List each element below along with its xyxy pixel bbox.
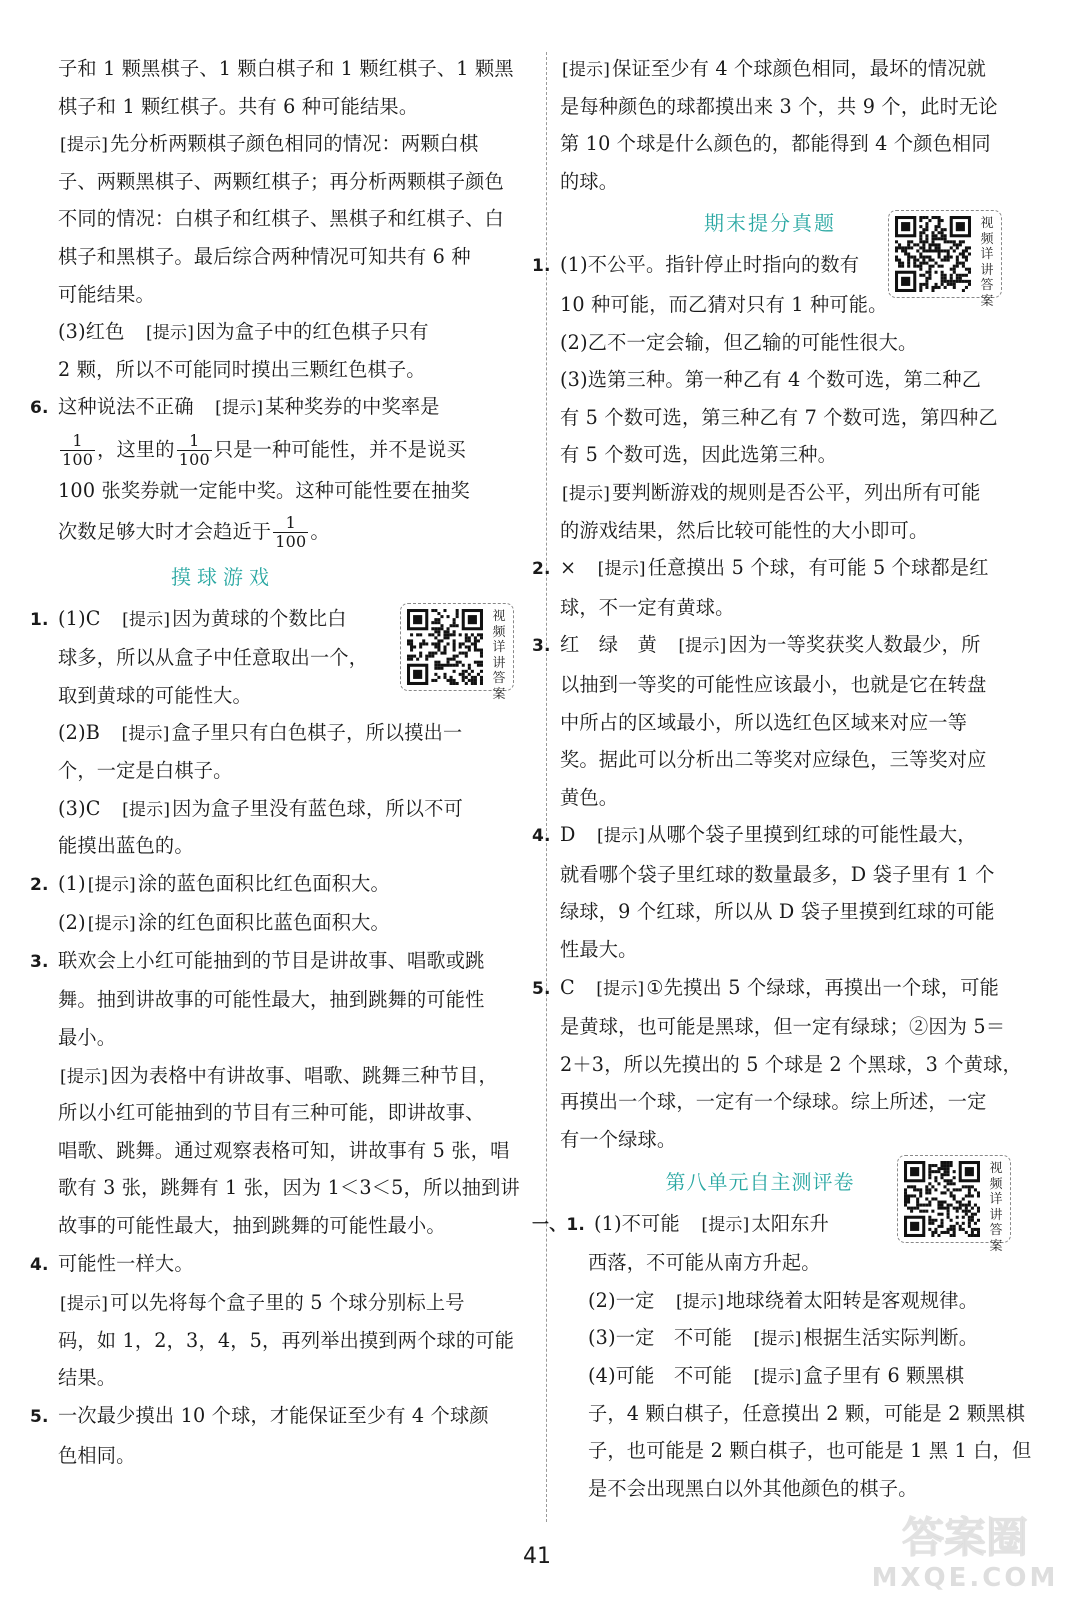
text-line: 有 5 个数可选，因此选第三种。 <box>560 443 838 467</box>
text-line: 10 种可能，而乙猜对只有 1 种可能。 <box>560 292 888 316</box>
hint-line: [ 提示 ] 保证至少有 4 个球颜色相同，最坏的情况就 <box>560 50 1022 88</box>
hint-label: [ 提示 ] <box>597 824 645 848</box>
qr-caption: 视频详讲答案 <box>980 216 994 309</box>
question-3: 3. 红 绿 黄 [ 提示 ] 因为一等奖获奖人数最少，所 <box>532 626 1022 666</box>
hint-label: [ 提示 ] <box>60 1065 108 1089</box>
hint-label: [ 提示 ] <box>562 58 610 82</box>
text-line: 子和 1 颗黑棋子、1 颗白棋子和 1 颗红棋子、1 颗黑 <box>58 57 514 80</box>
question-2: 2. × [ 提示 ] 任意摸出 5 个球，有可能 5 个球都是红 <box>532 549 1022 589</box>
text-line: (2)乙不一定会输，但乙输的可能性很大。 <box>560 330 918 354</box>
qr-caption: 视频详讲答案 <box>492 609 506 702</box>
text-line: 以抽到一等奖的可能性应该最小，也就是它在转盘 <box>560 672 987 696</box>
watermark-logo-icon <box>870 1504 1060 1594</box>
text-line: 的游戏结果，然后比较可能性的大小即可。 <box>560 518 929 542</box>
hint-label: [ 提示 ] <box>60 1292 108 1316</box>
text-line: 能摸出蓝色的。 <box>58 834 194 858</box>
question-number: 2. <box>532 559 551 580</box>
fraction: $\frac{1}{100}$ <box>178 431 210 470</box>
question-number: 2. <box>30 874 49 895</box>
hint-label: [ 提示 ] <box>88 873 136 897</box>
svg-text:答案圈: 答案圈 <box>901 1513 1029 1562</box>
text-line: 子，4 颗白棋子，任意摸出 2 颗，可能是 2 颗黑棋 <box>588 1401 1026 1425</box>
svg-text:MXQE.COM: MXQE.COM <box>871 1563 1059 1593</box>
text-line: 故事的可能性最大，抽到跳舞的可能性最小。 <box>58 1214 446 1238</box>
question-5: 5. C [ 提示 ] ①先摸出 5 个绿球，再摸出一个球，可能 <box>532 969 1022 1009</box>
text-line: 子、两颗黑棋子、两颗红棋子；再分析两颗棋子颜色 <box>58 169 504 193</box>
question-1: 一、1. (1)不可能 [ 提示 ] 太阳东升 <box>532 1205 1022 1245</box>
text-line: 舞。抽到讲故事的可能性最大，抽到跳舞的可能性 <box>58 988 485 1012</box>
text-line: 不同的情况：白棋子和红棋子、黑棋子和红棋子、白 <box>58 207 504 231</box>
hint-label: [ 提示 ] <box>122 608 170 632</box>
question-4: 4. 可能性一样大。 <box>30 1245 532 1285</box>
qr-caption: 视频详讲答案 <box>989 1161 1003 1254</box>
answer-line: (2)[ 提示 ] 涂的红色面积比蓝色面积大。 <box>58 904 532 942</box>
question-number: 1. <box>30 609 49 630</box>
text-line: 西落，不可能从南方升起。 <box>588 1251 821 1275</box>
hint-label: [ 提示 ] <box>678 634 726 658</box>
text-line: 是黄球，也可能是黑球，但一定有绿球；②因为 5＝ <box>560 1015 1006 1039</box>
answer-line: (3)一定 不可能 [ 提示 ] 根据生活实际判断。 <box>560 1319 1022 1357</box>
answer-line: (2)一定 [ 提示 ] 地球绕着太阳转是客观规律。 <box>560 1282 1022 1320</box>
text-line: 取到黄球的可能性大。 <box>58 683 252 707</box>
text-line: 色相同。 <box>58 1443 136 1467</box>
question-5: 5. 一次最少摸出 10 个球，才能保证至少有 4 个球颜 <box>30 1397 532 1437</box>
hint-label: [ 提示 ] <box>598 557 646 581</box>
text-line: 码，如 1，2，3，4，5，再列举出摸到两个球的可能 <box>58 1328 515 1352</box>
hint-label: [ 提示 ] <box>121 722 169 746</box>
text-line: 再摸出一个球，一定有一个绿球。综上所述，一定 <box>560 1090 987 1114</box>
fraction: $\frac{1}{100}$ <box>275 513 307 552</box>
question-1: 1. (1)C [ 提示 ] 因为黄球的个数比白 <box>30 600 532 640</box>
text-line: 100 张奖券就一定能中奖。这种可能性要在抽奖 <box>58 478 470 502</box>
text-line: 绿球，9 个红球，所以从 D 袋子里摸到红球的可能 <box>560 900 995 924</box>
text-line: 最小。 <box>58 1026 117 1050</box>
hint-label: [ 提示 ] <box>215 396 263 420</box>
qr-code-icon <box>407 609 483 685</box>
fraction-line: $\frac{1}{100}$ ，这里的 $\frac{1}{100}$ 只是一种可能性，并不是说买 <box>62 431 466 470</box>
hint-label: [ 提示 ] <box>596 977 644 1001</box>
text-line: 的球。 <box>560 169 619 193</box>
qr-code-box[interactable] <box>888 210 1002 309</box>
question-number: 4. <box>30 1254 49 1275</box>
text-line: 2＋3，所以先摸出的 5 个球是 2 个黑球，3 个黄球， <box>560 1052 1022 1076</box>
hint-label: [ 提示 ] <box>754 1327 802 1351</box>
question-6: 6. 这种说法不正确 [ 提示 ] 某种奖券的中奖率是 <box>30 388 532 428</box>
text-line: 棋子和 1 颗红棋子。共有 6 种可能结果。 <box>58 94 419 118</box>
question-number: 3. <box>30 951 49 972</box>
question-number: 3. <box>532 636 551 657</box>
hint-label: [ 提示 ] <box>146 321 194 345</box>
text-line: 有 5 个数可选，第三种乙有 7 个数可选，第四种乙 <box>560 405 998 429</box>
question-number: 1. <box>532 256 551 277</box>
answer-line: (2)B [ 提示 ] 盒子里只有白色棋子，所以摸出一 <box>58 714 532 752</box>
text-line: 所以小红可能抽到的节目有三种可能，即讲故事、 <box>58 1101 485 1125</box>
question-4: 4. D [ 提示 ] 从哪个袋子里摸到红球的可能性最大， <box>532 816 1022 856</box>
text-line: 中所占的区域最小，所以选红色区域来对应一等 <box>560 710 968 734</box>
text-line: 黄色。 <box>560 785 619 809</box>
question-number: 4. <box>532 826 551 847</box>
text-line: 子，也可能是 2 颗白棋子，也可能是 1 黑 1 白，但 <box>588 1439 1032 1463</box>
fraction: $\frac{1}{100}$ <box>62 431 94 470</box>
section-title: 期末提分真题 <box>704 211 836 236</box>
text-line: 棋子和黑棋子。最后综合两种情况可知共有 6 种 <box>58 244 471 268</box>
text-line: 可能结果。 <box>58 282 155 306</box>
hint-label: [ 提示 ] <box>60 133 108 157</box>
question-number: 5. <box>532 978 551 999</box>
hint-line: [ 提示 ] 先分析两颗棋子颜色相同的情况：两颗白棋 <box>58 125 532 163</box>
hint-label: [ 提示 ] <box>88 912 136 936</box>
qr-code-icon <box>895 216 971 292</box>
hint-label: [ 提示 ] <box>754 1365 802 1389</box>
text-line: 个，一定是白棋子。 <box>58 758 233 782</box>
text-line: 歌有 3 张，跳舞有 1 张，因为 1＜3＜5，所以抽到讲 <box>58 1176 520 1200</box>
text-line: 球多，所以从盒子中任意取出一个， <box>58 646 369 670</box>
hint-label: [ 提示 ] <box>701 1213 749 1237</box>
text-line: 球，不一定有黄球。 <box>560 595 735 619</box>
question-2: 2. (1)[ 提示 ] 涂的蓝色面积比红色面积大。 <box>30 865 532 905</box>
answer-line: (3)红色 [ 提示 ] 因为盒子中的红色棋子只有 <box>58 313 532 351</box>
text-line: 第 10 个球是什么颜色的，都能得到 4 个颜色相同 <box>560 132 991 156</box>
question-1: 1. (1)不公平。指针停止时指向的数有 <box>532 246 1022 286</box>
text-line: 结果。 <box>58 1366 117 1390</box>
qr-code-box[interactable] <box>897 1155 1011 1254</box>
page-number: 41 <box>523 1544 551 1569</box>
text-line: 奖。据此可以分析出二等奖对应绿色，三等奖对应 <box>560 748 987 772</box>
text-line: 有一个绿球。 <box>560 1128 677 1152</box>
hint-line: [ 提示 ] 可以先将每个盒子里的 5 个球分别标上号 <box>58 1284 532 1322</box>
text-line: (3)选第三种。第一种乙有 4 个数可选，第二种乙 <box>560 368 982 392</box>
answer-line: (3)C [ 提示 ] 因为盒子里没有蓝色球，所以不可 <box>58 790 532 828</box>
text-line: 唱歌、跳舞。通过观察表格可知，讲故事有 5 张，唱 <box>58 1138 510 1162</box>
text-line: 性最大。 <box>560 938 638 962</box>
left-column <box>30 50 532 1474</box>
hint-label: [ 提示 ] <box>122 798 170 822</box>
qr-code-icon <box>904 1161 980 1237</box>
text-line: 是每种颜色的球都摸出来 3 个，共 9 个，此时无论 <box>560 94 998 118</box>
hint-line: [ 提示 ] 要判断游戏的规则是否公平，列出所有可能 <box>560 474 1022 512</box>
answer-line: (4)可能 不可能 [ 提示 ] 盒子里有 6 颗黑棋 <box>560 1357 1022 1395</box>
question-number: 6. <box>30 398 49 419</box>
hint-label: [ 提示 ] <box>562 482 610 506</box>
hint-line: [ 提示 ] 因为表格中有讲故事、唱歌、跳舞三种节目， <box>58 1057 532 1095</box>
section-title: 第八单元自主测评卷 <box>665 1169 855 1194</box>
question-3: 3. 联欢会上小红可能抽到的节目是讲故事、唱歌或跳 <box>30 942 532 982</box>
text-line: 是不会出现黑白以外其他颜色的棋子。 <box>588 1476 918 1500</box>
fraction-line: 次数足够大时才会趋近于 $\frac{1}{100}$ 。 <box>58 513 330 552</box>
text-line: 2 颗，所以不可能同时摸出三颗红色棋子。 <box>58 357 426 381</box>
section-title: 摸球游戏 <box>171 564 275 589</box>
qr-code-box[interactable] <box>400 603 514 702</box>
question-number: 一、1. <box>532 1214 586 1235</box>
hint-label: [ 提示 ] <box>676 1290 724 1314</box>
text-line: 就看哪个袋子里红球的数量最多，D 袋子里有 1 个 <box>560 862 995 886</box>
question-number: 5. <box>30 1407 49 1427</box>
